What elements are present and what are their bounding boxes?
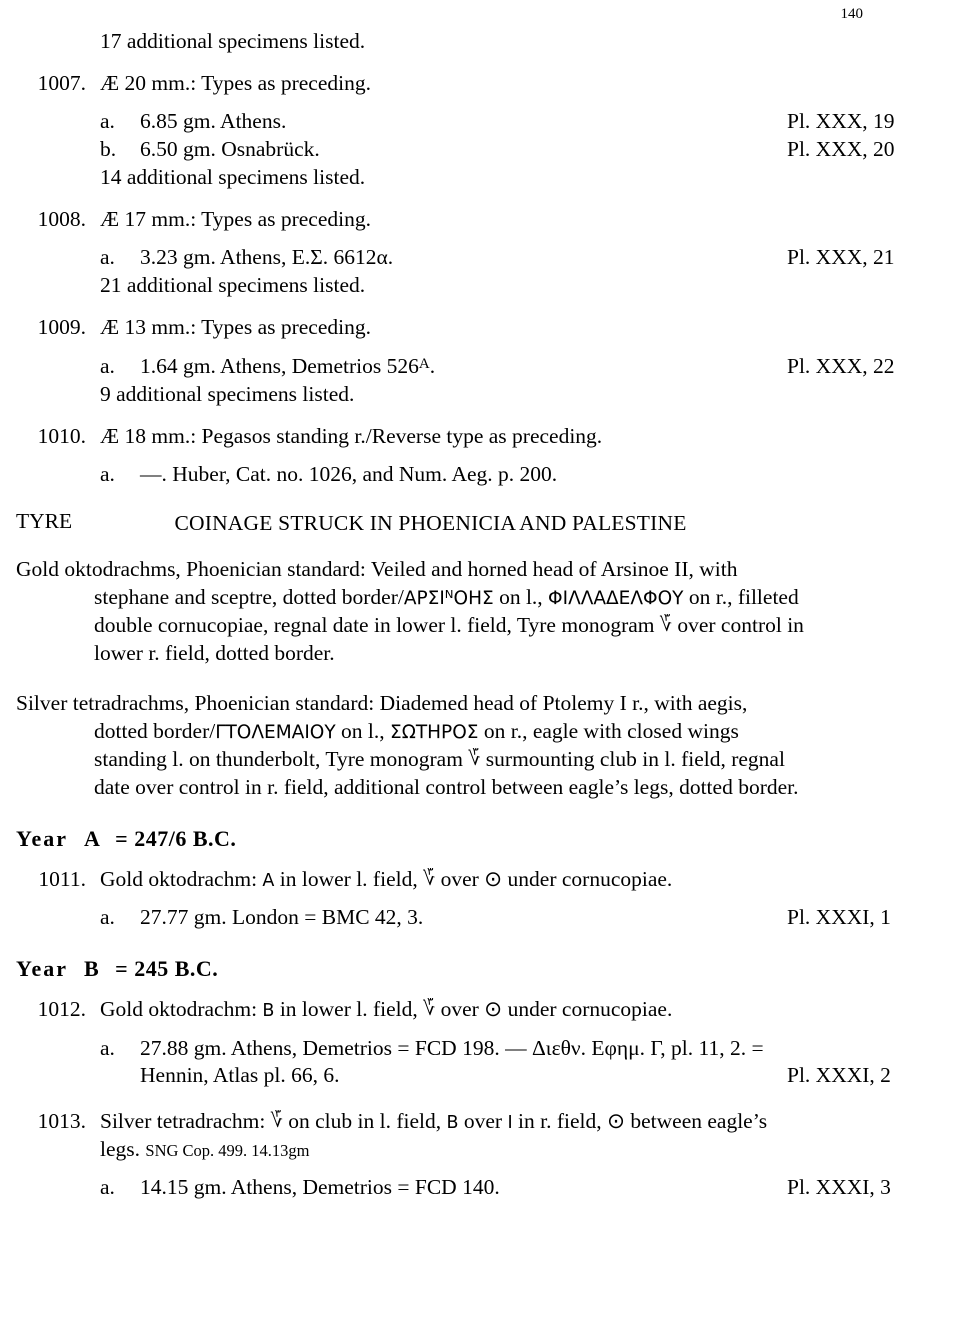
entry-lead xyxy=(14,1108,937,1163)
entry-number: 1013. xyxy=(37,1109,86,1134)
entry-text: in lower l. field, xyxy=(274,866,424,891)
paragraph-text: over control in xyxy=(671,612,804,637)
subitem-label: a. xyxy=(100,245,115,270)
subitem-text-line1: 27.88 gm. Athens, Demetrios = FCD 198. — Διεθν. Εφημ. Γ, pl. 11, 2. = xyxy=(140,1035,764,1060)
subitem-label: b. xyxy=(100,136,117,161)
entry-description: Æ 17 mm.: Types as preceding. xyxy=(100,206,371,231)
type-description-gold xyxy=(16,556,937,668)
subitem-text: 6.85 gm. Athens. xyxy=(140,109,287,134)
entry-text: over xyxy=(458,1109,508,1134)
entry-description: Æ 20 mm.: Types as preceding. xyxy=(100,70,371,95)
tyre-monogram-icon: ؆ xyxy=(270,1110,283,1133)
entry-subitems xyxy=(100,244,937,300)
plate-reference: Pl. XXX, 19 xyxy=(787,109,895,134)
subitem-text: 6.50 gm. Osnabrück. xyxy=(140,136,320,161)
mint-name: TYRE xyxy=(16,509,73,534)
year-label: Year xyxy=(16,956,68,982)
entry-description: Æ 13 mm.: Types as preceding. xyxy=(100,315,371,340)
subitem-text-main: 1.64 gm. Athens, Demetrios 526 xyxy=(140,353,419,378)
list-item xyxy=(100,353,937,381)
entry-number: 1007. xyxy=(37,70,86,95)
entry-subitems xyxy=(100,904,937,932)
plate-reference: Pl. XXX, 20 xyxy=(787,136,895,161)
entry-subitems xyxy=(100,1035,937,1091)
entry-number: 1009. xyxy=(37,315,86,340)
entry-text: over ⊙ under cornucopiae. xyxy=(435,866,673,891)
tyre-monogram-icon: ؆ xyxy=(468,747,481,770)
top-note: 17 additional specimens listed. xyxy=(100,29,366,53)
entry-text: legs. xyxy=(100,1136,141,1161)
catalogue-entry xyxy=(14,206,937,300)
year-letter: B xyxy=(83,956,100,982)
subitem-label: a. xyxy=(100,1035,115,1060)
entry-subitems xyxy=(100,461,937,489)
paragraph-line xyxy=(94,613,804,637)
entry-text: Silver tetradrachm: xyxy=(100,1109,271,1134)
additional-specimens: 14 additional specimens listed. xyxy=(100,164,366,189)
tyre-monogram-icon: ؆ xyxy=(423,998,436,1021)
entry-lead xyxy=(14,996,937,1024)
page-number: 140 xyxy=(840,6,863,22)
entry-text: in r. field, ⊙ between eagle’s xyxy=(512,1109,768,1134)
subitem-label: a. xyxy=(100,353,115,378)
entry-continuation xyxy=(100,1136,937,1164)
entry-text: Gold oktodrachm: xyxy=(100,866,263,891)
section-heading: COINAGE STRUCK IN PHOENICIA AND PALESTINE xyxy=(174,511,687,536)
paragraph-line: date over control in r. field, additional control between eagle’s legs, dotted border. xyxy=(94,774,799,799)
entry-lead xyxy=(14,70,937,98)
list-item xyxy=(100,1174,937,1202)
entry-lead xyxy=(14,206,937,234)
paragraph-text: on r., filleted xyxy=(683,585,799,610)
list-item xyxy=(100,461,937,489)
subitem-text xyxy=(140,1035,787,1091)
year-letter: A xyxy=(83,825,100,851)
plate-reference: Pl. XXX, 22 xyxy=(787,353,895,378)
page-content xyxy=(14,28,937,1206)
plate-reference: Pl. XXXI, 3 xyxy=(787,1175,891,1200)
additional-specimens: 21 additional specimens listed. xyxy=(100,273,366,298)
reference-note: SNG Cop. 499. 14.13gm xyxy=(145,1140,310,1160)
paragraph-text: dotted border/ xyxy=(94,718,216,743)
entry-lead xyxy=(14,423,937,451)
subitem-text: —. Huber, Cat. no. 1026, and Num. Aeg. p. 200. xyxy=(140,462,558,487)
subitem-label: a. xyxy=(100,905,115,930)
subitem-label: a. xyxy=(100,109,115,134)
year-label: Year xyxy=(16,825,68,851)
catalogue-entry xyxy=(14,423,937,489)
greek-legend: ΓΤΟΛΕΜΑIΟΥ xyxy=(215,721,336,743)
entry-subitems xyxy=(100,1174,937,1202)
entry-number: 1008. xyxy=(37,206,86,231)
subitem-text-line2: Hennin, Atlas pl. 66, 6. xyxy=(140,1063,340,1088)
tyre-monogram-icon: ؆ xyxy=(423,867,436,890)
subitem-superscript: A xyxy=(418,355,430,372)
year-value: = 247/6 B.C. xyxy=(115,825,237,851)
paragraph-text: standing l. on thunderbolt, Tyre monogram xyxy=(94,746,469,771)
entry-text: on club in l. field, xyxy=(282,1109,447,1134)
paragraph-text: on l., xyxy=(335,718,391,743)
entry-lead xyxy=(14,866,937,894)
entry-text: Gold oktodrachm: xyxy=(100,997,263,1022)
list-item xyxy=(100,136,937,164)
additional-specimens: 9 additional specimens listed. xyxy=(100,381,355,406)
paragraph-line xyxy=(94,747,785,771)
catalogue-entry xyxy=(14,70,937,192)
paragraph-line: Silver tetradrachms, Phoenician standard: Diademed head of Ptolemy I r., with aegis, xyxy=(16,690,748,715)
subitem-text xyxy=(140,353,787,381)
plate-reference: Pl. XXX, 21 xyxy=(787,245,895,270)
catalogue-entry xyxy=(14,314,937,408)
paragraph-line: lower r. field, dotted border. xyxy=(94,640,335,665)
entry-lead xyxy=(14,314,937,342)
list-item xyxy=(100,244,937,272)
control-letter: Β xyxy=(446,1113,459,1134)
paragraph-text: double cornucopiae, regnal date in lower l. field, Tyre monogram xyxy=(94,612,660,637)
subitem-text-tail: . xyxy=(429,353,436,378)
catalogue-entry xyxy=(14,866,937,932)
paragraph-line xyxy=(94,719,739,743)
plate-reference: Pl. XXXI, 2 xyxy=(787,1063,891,1088)
plate-reference: Pl. XXXI, 1 xyxy=(787,905,891,930)
greek-legend: ΦIΛΛΑΔΕΛΦΟΥ xyxy=(548,588,684,610)
control-letter: Β xyxy=(262,1001,275,1022)
paragraph-text: on l., xyxy=(493,585,549,610)
entry-number: 1010. xyxy=(37,423,86,448)
greek-legend: ΑΡΣIᴺΟΗΣ xyxy=(403,588,494,610)
entry-number: 1011. xyxy=(38,866,86,891)
entry-subitems xyxy=(100,108,937,192)
catalogue-entry xyxy=(14,1108,937,1202)
paragraph-line: Gold oktodrachms, Phoenician standard: Veiled and horned head of Arsinoe II, with xyxy=(16,557,738,582)
entry-description xyxy=(100,866,937,894)
entry-text: in lower l. field, xyxy=(274,997,424,1022)
catalogue-entry xyxy=(14,996,937,1090)
entry-subitems xyxy=(100,353,937,409)
paragraph-line xyxy=(94,585,799,609)
entry-description xyxy=(100,1108,937,1163)
greek-legend: ΣΩΤΗΡΟΣ xyxy=(390,721,479,743)
control-letter-secondary: I xyxy=(507,1113,513,1134)
control-letter: Α xyxy=(262,870,275,891)
year-heading xyxy=(16,956,937,982)
paragraph-text: surmounting club in l. field, regnal xyxy=(480,746,785,771)
subitem-text: 3.23 gm. Athens, E.Σ. 6612α. xyxy=(140,245,394,270)
list-item xyxy=(100,904,937,932)
list-item xyxy=(100,108,937,136)
entry-text: over ⊙ under cornucopiae. xyxy=(435,997,673,1022)
year-value: = 245 B.C. xyxy=(115,956,219,982)
tyre-monogram-icon: ؆ xyxy=(659,613,672,636)
entry-description: Æ 18 mm.: Pegasos standing r./Reverse type as preceding. xyxy=(100,423,603,448)
subitem-text: 27.77 gm. London = BMC 42, 3. xyxy=(140,905,424,930)
subitem-label: a. xyxy=(100,462,115,487)
subitem-label: a. xyxy=(100,1175,115,1200)
entry-number: 1012. xyxy=(37,997,86,1022)
subitem-text: 14.15 gm. Athens, Demetrios = FCD 140. xyxy=(140,1175,500,1200)
paragraph-text: on r., eagle with closed wings xyxy=(478,718,739,743)
paragraph-text: stephane and sceptre, dotted border/ xyxy=(94,585,404,610)
type-description-silver xyxy=(16,690,937,802)
year-heading xyxy=(16,826,937,852)
list-item xyxy=(100,1035,937,1091)
entry-description xyxy=(100,996,937,1024)
